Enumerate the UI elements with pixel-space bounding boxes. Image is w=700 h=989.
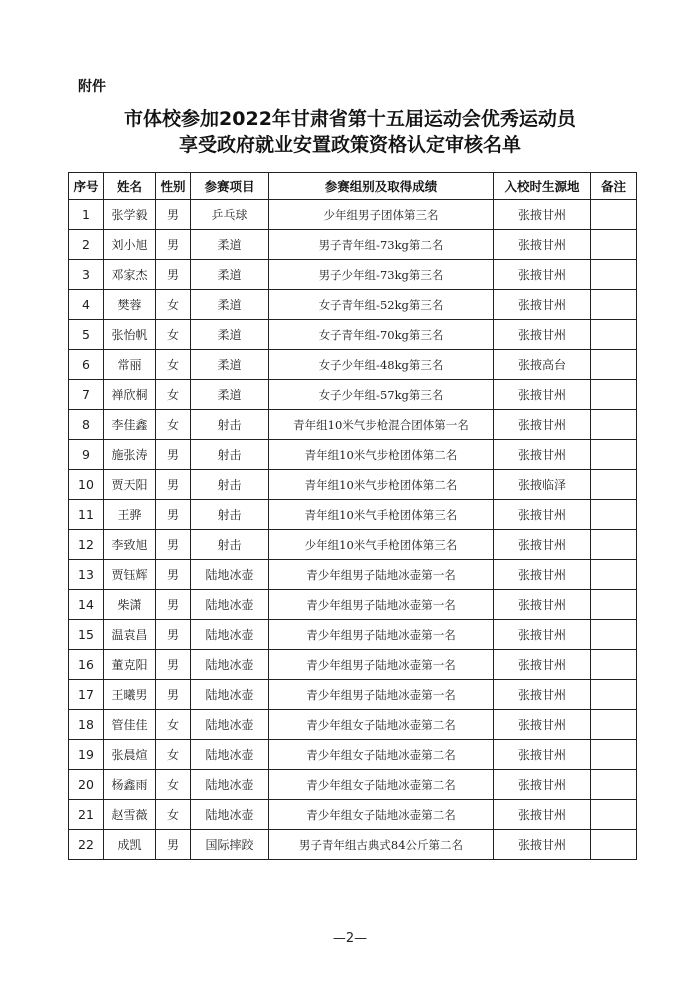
cell-name: 赵雪薇 bbox=[104, 800, 156, 830]
cell-name: 张学毅 bbox=[104, 200, 156, 230]
cell-remarks bbox=[591, 440, 637, 470]
cell-gender: 男 bbox=[156, 620, 191, 650]
cell-result: 青少年组女子陆地冰壶第二名 bbox=[269, 770, 494, 800]
cell-remarks bbox=[591, 470, 637, 500]
cell-index: 7 bbox=[69, 380, 104, 410]
cell-index: 13 bbox=[69, 560, 104, 590]
cell-event: 柔道 bbox=[191, 290, 269, 320]
cell-remarks bbox=[591, 770, 637, 800]
cell-result: 少年组10米气手枪团体第三名 bbox=[269, 530, 494, 560]
header-gender: 性别 bbox=[156, 173, 191, 200]
cell-origin: 张掖甘州 bbox=[494, 800, 591, 830]
cell-name: 常丽 bbox=[104, 350, 156, 380]
cell-gender: 男 bbox=[156, 590, 191, 620]
cell-event: 柔道 bbox=[191, 380, 269, 410]
table-row bbox=[69, 710, 637, 740]
cell-origin: 张掖甘州 bbox=[494, 380, 591, 410]
table-row bbox=[69, 770, 637, 800]
table-row bbox=[69, 200, 637, 230]
document-title-line-1: 市体校参加2022年甘肃省第十五届运动会优秀运动员 bbox=[124, 108, 576, 130]
cell-remarks bbox=[591, 500, 637, 530]
cell-result: 青少年组女子陆地冰壶第二名 bbox=[269, 740, 494, 770]
cell-index: 8 bbox=[69, 410, 104, 440]
cell-remarks bbox=[591, 680, 637, 710]
cell-index: 17 bbox=[69, 680, 104, 710]
cell-origin: 张掖甘州 bbox=[494, 650, 591, 680]
cell-result: 女子少年组-48kg第三名 bbox=[269, 350, 494, 380]
cell-index: 1 bbox=[69, 200, 104, 230]
cell-remarks bbox=[591, 560, 637, 590]
cell-name: 王骅 bbox=[104, 500, 156, 530]
cell-index: 20 bbox=[69, 770, 104, 800]
table-row bbox=[69, 830, 637, 860]
table-row bbox=[69, 800, 637, 830]
cell-gender: 男 bbox=[156, 830, 191, 860]
cell-remarks bbox=[591, 200, 637, 230]
cell-remarks bbox=[591, 740, 637, 770]
cell-result: 青少年组男子陆地冰壶第一名 bbox=[269, 680, 494, 710]
cell-name: 王曦男 bbox=[104, 680, 156, 710]
cell-event: 陆地冰壶 bbox=[191, 770, 269, 800]
cell-name: 刘小旭 bbox=[104, 230, 156, 260]
cell-origin: 张掖甘州 bbox=[494, 320, 591, 350]
cell-remarks bbox=[591, 350, 637, 380]
cell-index: 21 bbox=[69, 800, 104, 830]
table-row bbox=[69, 320, 637, 350]
cell-remarks bbox=[591, 320, 637, 350]
cell-gender: 男 bbox=[156, 680, 191, 710]
cell-name: 董克阳 bbox=[104, 650, 156, 680]
cell-result: 青年组10米气步枪混合团体第一名 bbox=[269, 410, 494, 440]
header-index: 序号 bbox=[69, 173, 104, 200]
cell-result: 少年组男子团体第三名 bbox=[269, 200, 494, 230]
cell-origin: 张掖甘州 bbox=[494, 770, 591, 800]
table-row bbox=[69, 440, 637, 470]
cell-remarks bbox=[591, 230, 637, 260]
cell-result: 青少年组女子陆地冰壶第二名 bbox=[269, 710, 494, 740]
cell-name: 禅欣桐 bbox=[104, 380, 156, 410]
cell-result: 青年组10米气手枪团体第三名 bbox=[269, 500, 494, 530]
table-row bbox=[69, 650, 637, 680]
cell-index: 11 bbox=[69, 500, 104, 530]
cell-origin: 张掖甘州 bbox=[494, 530, 591, 560]
cell-result: 女子少年组-57kg第三名 bbox=[269, 380, 494, 410]
cell-result: 男子少年组-73kg第三名 bbox=[269, 260, 494, 290]
cell-result: 男子青年组古典式84公斤第二名 bbox=[269, 830, 494, 860]
cell-event: 陆地冰壶 bbox=[191, 740, 269, 770]
cell-result: 青年组10米气步枪团体第二名 bbox=[269, 440, 494, 470]
cell-origin: 张掖甘州 bbox=[494, 590, 591, 620]
cell-origin: 张掖甘州 bbox=[494, 560, 591, 590]
cell-gender: 女 bbox=[156, 800, 191, 830]
table-row bbox=[69, 680, 637, 710]
cell-gender: 女 bbox=[156, 710, 191, 740]
table-row bbox=[69, 560, 637, 590]
cell-index: 3 bbox=[69, 260, 104, 290]
cell-result: 青少年组女子陆地冰壶第二名 bbox=[269, 800, 494, 830]
table-row bbox=[69, 350, 637, 380]
cell-origin: 张掖甘州 bbox=[494, 410, 591, 440]
cell-result: 女子青年组-52kg第三名 bbox=[269, 290, 494, 320]
cell-name: 贾钰辉 bbox=[104, 560, 156, 590]
cell-gender: 女 bbox=[156, 410, 191, 440]
cell-origin: 张掖甘州 bbox=[494, 740, 591, 770]
cell-name: 管佳佳 bbox=[104, 710, 156, 740]
cell-event: 陆地冰壶 bbox=[191, 680, 269, 710]
header-event: 参赛项目 bbox=[191, 173, 269, 200]
table-body bbox=[69, 200, 637, 860]
cell-gender: 女 bbox=[156, 290, 191, 320]
cell-name: 贾天阳 bbox=[104, 470, 156, 500]
cell-result: 青少年组男子陆地冰壶第一名 bbox=[269, 620, 494, 650]
cell-gender: 男 bbox=[156, 200, 191, 230]
cell-origin: 张掖临泽 bbox=[494, 470, 591, 500]
cell-name: 成凯 bbox=[104, 830, 156, 860]
cell-index: 22 bbox=[69, 830, 104, 860]
header-remarks: 备注 bbox=[591, 173, 637, 200]
cell-gender: 女 bbox=[156, 350, 191, 380]
cell-index: 4 bbox=[69, 290, 104, 320]
cell-result: 青年组10米气步枪团体第二名 bbox=[269, 470, 494, 500]
cell-remarks bbox=[591, 830, 637, 860]
cell-name: 张怡帆 bbox=[104, 320, 156, 350]
table-row bbox=[69, 410, 637, 440]
attachment-label: 附件 bbox=[78, 79, 106, 95]
cell-event: 柔道 bbox=[191, 260, 269, 290]
cell-event: 射击 bbox=[191, 500, 269, 530]
cell-gender: 男 bbox=[156, 530, 191, 560]
header-result: 参赛组别及取得成绩 bbox=[269, 173, 494, 200]
cell-event: 射击 bbox=[191, 530, 269, 560]
cell-event: 国际摔跤 bbox=[191, 830, 269, 860]
header-name: 姓名 bbox=[104, 173, 156, 200]
cell-remarks bbox=[591, 620, 637, 650]
cell-result: 女子青年组-70kg第三名 bbox=[269, 320, 494, 350]
cell-event: 陆地冰壶 bbox=[191, 800, 269, 830]
table-row bbox=[69, 380, 637, 410]
cell-origin: 张掖甘州 bbox=[494, 290, 591, 320]
cell-event: 射击 bbox=[191, 440, 269, 470]
cell-name: 施张涛 bbox=[104, 440, 156, 470]
cell-event: 陆地冰壶 bbox=[191, 650, 269, 680]
cell-result: 青少年组男子陆地冰壶第一名 bbox=[269, 560, 494, 590]
cell-event: 射击 bbox=[191, 470, 269, 500]
cell-name: 李佳鑫 bbox=[104, 410, 156, 440]
cell-gender: 男 bbox=[156, 260, 191, 290]
cell-gender: 男 bbox=[156, 470, 191, 500]
table-header-row bbox=[69, 173, 637, 200]
cell-result: 青少年组男子陆地冰壶第一名 bbox=[269, 590, 494, 620]
cell-event: 柔道 bbox=[191, 320, 269, 350]
cell-remarks bbox=[591, 650, 637, 680]
cell-gender: 女 bbox=[156, 380, 191, 410]
cell-index: 10 bbox=[69, 470, 104, 500]
cell-event: 射击 bbox=[191, 410, 269, 440]
cell-remarks bbox=[591, 260, 637, 290]
cell-gender: 男 bbox=[156, 500, 191, 530]
cell-index: 15 bbox=[69, 620, 104, 650]
cell-origin: 张掖甘州 bbox=[494, 500, 591, 530]
cell-event: 陆地冰壶 bbox=[191, 560, 269, 590]
cell-remarks bbox=[591, 710, 637, 740]
cell-gender: 男 bbox=[156, 230, 191, 260]
cell-name: 李致旭 bbox=[104, 530, 156, 560]
cell-result: 男子青年组-73kg第二名 bbox=[269, 230, 494, 260]
table-row bbox=[69, 230, 637, 260]
cell-origin: 张掖甘州 bbox=[494, 440, 591, 470]
table-row bbox=[69, 500, 637, 530]
cell-origin: 张掖高台 bbox=[494, 350, 591, 380]
cell-index: 5 bbox=[69, 320, 104, 350]
cell-remarks bbox=[591, 590, 637, 620]
cell-event: 陆地冰壶 bbox=[191, 590, 269, 620]
cell-remarks bbox=[591, 800, 637, 830]
table-row bbox=[69, 590, 637, 620]
cell-origin: 张掖甘州 bbox=[494, 710, 591, 740]
cell-event: 陆地冰壶 bbox=[191, 710, 269, 740]
cell-remarks bbox=[591, 530, 637, 560]
cell-gender: 男 bbox=[156, 560, 191, 590]
cell-gender: 女 bbox=[156, 770, 191, 800]
cell-index: 14 bbox=[69, 590, 104, 620]
cell-index: 19 bbox=[69, 740, 104, 770]
table-row bbox=[69, 260, 637, 290]
cell-name: 樊蓉 bbox=[104, 290, 156, 320]
cell-event: 乒乓球 bbox=[191, 200, 269, 230]
cell-origin: 张掖甘州 bbox=[494, 230, 591, 260]
cell-gender: 女 bbox=[156, 740, 191, 770]
table-row bbox=[69, 530, 637, 560]
cell-index: 6 bbox=[69, 350, 104, 380]
header-origin: 入校时生源地 bbox=[494, 173, 591, 200]
document-title-line-2: 享受政府就业安置政策资格认定审核名单 bbox=[178, 134, 521, 156]
cell-origin: 张掖甘州 bbox=[494, 620, 591, 650]
cell-remarks bbox=[591, 380, 637, 410]
table-row bbox=[69, 620, 637, 650]
cell-origin: 张掖甘州 bbox=[494, 680, 591, 710]
cell-gender: 男 bbox=[156, 650, 191, 680]
cell-origin: 张掖甘州 bbox=[494, 260, 591, 290]
athlete-list-table bbox=[68, 172, 637, 860]
cell-event: 陆地冰壶 bbox=[191, 620, 269, 650]
cell-result: 青少年组男子陆地冰壶第一名 bbox=[269, 650, 494, 680]
cell-remarks bbox=[591, 290, 637, 320]
cell-name: 柴潇 bbox=[104, 590, 156, 620]
cell-name: 张晨煊 bbox=[104, 740, 156, 770]
table-row bbox=[69, 470, 637, 500]
cell-index: 16 bbox=[69, 650, 104, 680]
table-row bbox=[69, 740, 637, 770]
cell-gender: 男 bbox=[156, 440, 191, 470]
cell-index: 9 bbox=[69, 440, 104, 470]
cell-name: 杨鑫雨 bbox=[104, 770, 156, 800]
cell-origin: 张掖甘州 bbox=[494, 200, 591, 230]
table-row bbox=[69, 290, 637, 320]
cell-remarks bbox=[591, 410, 637, 440]
cell-event: 柔道 bbox=[191, 230, 269, 260]
cell-index: 2 bbox=[69, 230, 104, 260]
cell-index: 18 bbox=[69, 710, 104, 740]
cell-name: 邓家杰 bbox=[104, 260, 156, 290]
cell-event: 柔道 bbox=[191, 350, 269, 380]
cell-name: 温袁昌 bbox=[104, 620, 156, 650]
cell-origin: 张掖甘州 bbox=[494, 830, 591, 860]
page-number: —2— bbox=[332, 931, 368, 946]
cell-index: 12 bbox=[69, 530, 104, 560]
cell-gender: 女 bbox=[156, 320, 191, 350]
